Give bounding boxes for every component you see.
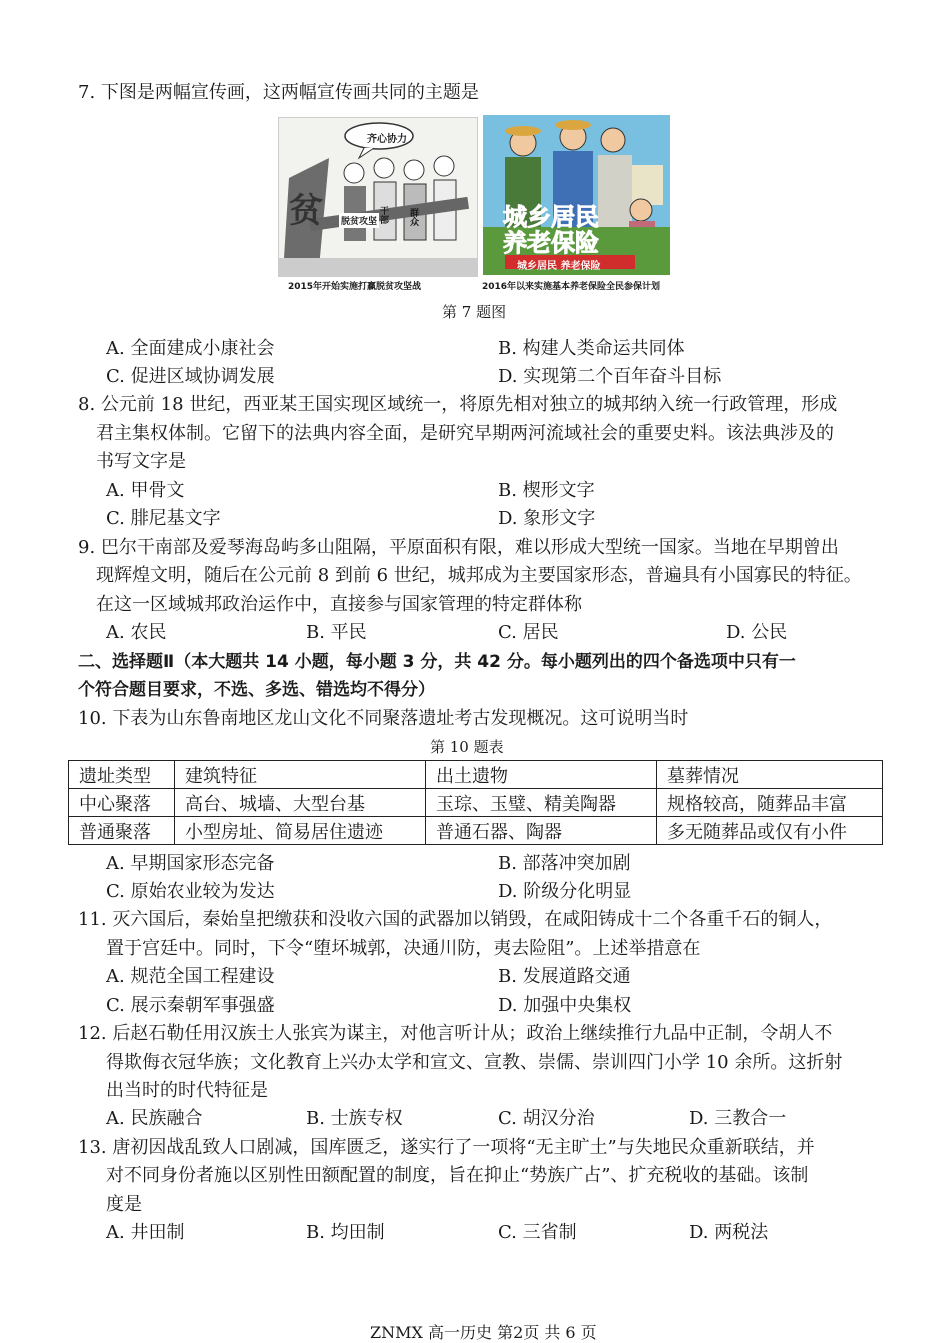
q13-option-d: D. 两税法 bbox=[689, 1222, 769, 1243]
q10-option-b: B. 部落冲突加剧 bbox=[498, 853, 631, 874]
table-header-cell: 出土遗物 bbox=[426, 761, 657, 789]
poster1-caption: 2015年开始实施打赢脱贫攻坚战 bbox=[288, 282, 422, 292]
q11-stem-line1: 11. 灭六国后，秦始皇把缴获和没收六国的武器加以销毁，在咸阳铸成十二个各重千石的铜人， bbox=[78, 909, 833, 930]
q10-option-d: D. 阶级分化明显 bbox=[498, 881, 632, 902]
q11-option-b: B. 发展道路交通 bbox=[498, 966, 631, 987]
section2-heading-line2: 个符合题目要求，不选、多选、错选均不得分） bbox=[78, 680, 435, 700]
q12-option-d: D. 三教合一 bbox=[689, 1108, 787, 1129]
q10-option-a: A. 早期国家形态完备 bbox=[106, 853, 275, 874]
q13-stem-line2: 对不同身份者施以区别性田额配置的制度，旨在抑止“势族广占”、扩充税收的基础。该制 bbox=[106, 1165, 809, 1186]
q8-stem-line1: 8. 公元前 18 世纪，西亚某王国实现区域统一，将原先相对独立的城邦纳入统一行政管理，形成 bbox=[78, 394, 838, 415]
q10-option-c: C. 原始农业较为发达 bbox=[106, 881, 275, 902]
page-footer: ZNMX 高一历史 第2页 共 6 页 bbox=[370, 1323, 597, 1342]
q10-stem: 10. 下表为山东鲁南地区龙山文化不同聚落遗址考古发现概况。这可说明当时 bbox=[78, 708, 689, 729]
q9-option-b: B. 平民 bbox=[306, 622, 367, 643]
poster-pension-insurance bbox=[483, 115, 670, 275]
q11-option-c: C. 展示秦朝军事强盛 bbox=[106, 995, 275, 1016]
table-cell: 高台、城墙、大型台基 bbox=[175, 789, 426, 817]
q7-option-d: D. 实现第二个百年奋斗目标 bbox=[498, 366, 722, 387]
q9-stem-line2: 现辉煌文明，随后在公元前 8 到前 6 世纪，城邦成为主要国家形态，普遍具有小国寡民的特征。 bbox=[96, 565, 862, 586]
q13-option-b: B. 均田制 bbox=[306, 1222, 385, 1243]
q8-option-a: A. 甲骨文 bbox=[106, 480, 185, 501]
table-cell: 中心聚落 bbox=[69, 789, 175, 817]
section2-heading-line1: 二、选择题Ⅱ（本大题共 14 小题，每小题 3 分，共 42 分。每小题列出的四个备选项中只有一 bbox=[78, 652, 796, 672]
table-row bbox=[69, 789, 883, 817]
poster1-bubble: 齐心协力 bbox=[367, 134, 407, 145]
q11-option-d: D. 加强中央集权 bbox=[498, 995, 632, 1016]
q7-stem: 7. 下图是两幅宣传画，这两幅宣传画共同的主题是 bbox=[78, 82, 479, 103]
table-cell: 多无随葬品或仅有小件 bbox=[657, 817, 883, 845]
table-header-row bbox=[69, 761, 883, 789]
q12-option-c: C. 胡汉分治 bbox=[498, 1108, 595, 1129]
q13-option-c: C. 三省制 bbox=[498, 1222, 577, 1243]
q7-option-b: B. 构建人类命运共同体 bbox=[498, 338, 685, 359]
table-cell: 规格较高，随葬品丰富 bbox=[657, 789, 883, 817]
q13-option-a: A. 井田制 bbox=[106, 1222, 185, 1243]
q9-option-d: D. 公民 bbox=[726, 622, 788, 643]
q10-table bbox=[68, 760, 883, 845]
q12-stem-line2: 得欺侮衣冠华族；文化教育上兴办太学和宣文、宣教、崇儒、崇训四门小学 10 余所。这折射 bbox=[106, 1052, 843, 1073]
table-header-cell: 墓葬情况 bbox=[657, 761, 883, 789]
q9-stem-line3: 在这一区域城邦政治运作中，直接参与国家管理的特定群体称 bbox=[96, 594, 582, 615]
q12-stem-line3: 出当时的时代特征是 bbox=[106, 1080, 268, 1101]
table-header-cell: 建筑特征 bbox=[175, 761, 426, 789]
q7-option-a: A. 全面建成小康社会 bbox=[106, 338, 275, 359]
poster1-masses: 群众 bbox=[408, 208, 418, 226]
q12-option-b: B. 士族专权 bbox=[306, 1108, 403, 1129]
table-cell: 普通聚落 bbox=[69, 817, 175, 845]
poster1-poverty-char: 贫 bbox=[289, 191, 323, 231]
poster1-sign: 脱贫攻坚 bbox=[339, 213, 379, 228]
q12-option-a: A. 民族融合 bbox=[106, 1108, 203, 1129]
q12-stem-line1: 12. 后赵石勒任用汉族士人张宾为谋主，对他言听计从；政治上继续推行九品中正制，令胡人不 bbox=[78, 1023, 833, 1044]
q10-table-caption: 第 10 题表 bbox=[430, 738, 504, 756]
poster2-banner: 城乡居民 养老保险 bbox=[517, 261, 601, 272]
q11-option-a: A. 规范全国工程建设 bbox=[106, 966, 275, 987]
table-row bbox=[69, 817, 883, 845]
poster1-cadre: 干部 bbox=[378, 206, 388, 224]
q8-stem-line3: 书写文字是 bbox=[96, 451, 186, 472]
table-cell: 玉琮、玉璧、精美陶器 bbox=[426, 789, 657, 817]
q13-stem-line1: 13. 唐初因战乱致人口剧减，国库匮乏，遂实行了一项将“无主旷土”与失地民众重新联结，并 bbox=[78, 1137, 815, 1158]
poster2-caption: 2016年以来实施基本养老保险全民参保计划 bbox=[482, 282, 661, 292]
q7-figure-caption: 第 7 题图 bbox=[442, 303, 507, 321]
table-header-cell: 遗址类型 bbox=[69, 761, 175, 789]
poster2-headline1: 城乡居民 bbox=[503, 203, 599, 231]
poster-poverty-alleviation bbox=[278, 117, 478, 277]
q8-option-c: C. 腓尼基文字 bbox=[106, 508, 221, 529]
q8-stem-line2: 君主集权体制。它留下的法典内容全面，是研究早期两河流域社会的重要史料。该法典涉及的 bbox=[96, 423, 834, 444]
q9-stem-line1: 9. 巴尔干南部及爱琴海岛屿多山阻隔，平原面积有限，难以形成大型统一国家。当地在早期曾出 bbox=[78, 537, 839, 558]
q11-stem-line2: 置于宫廷中。同时，下令“堕坏城郭，决通川防，夷去险阻”。上述举措意在 bbox=[106, 938, 701, 959]
q8-option-b: B. 楔形文字 bbox=[498, 480, 595, 501]
q7-option-c: C. 促进区域协调发展 bbox=[106, 366, 275, 387]
q13-stem-line3: 度是 bbox=[106, 1194, 142, 1215]
q9-option-c: C. 居民 bbox=[498, 622, 559, 643]
poster2-headline2: 养老保险 bbox=[503, 229, 599, 257]
q9-option-a: A. 农民 bbox=[106, 622, 167, 643]
table-cell: 普通石器、陶器 bbox=[426, 817, 657, 845]
table-cell: 小型房址、简易居住遗迹 bbox=[175, 817, 426, 845]
q8-option-d: D. 象形文字 bbox=[498, 508, 596, 529]
